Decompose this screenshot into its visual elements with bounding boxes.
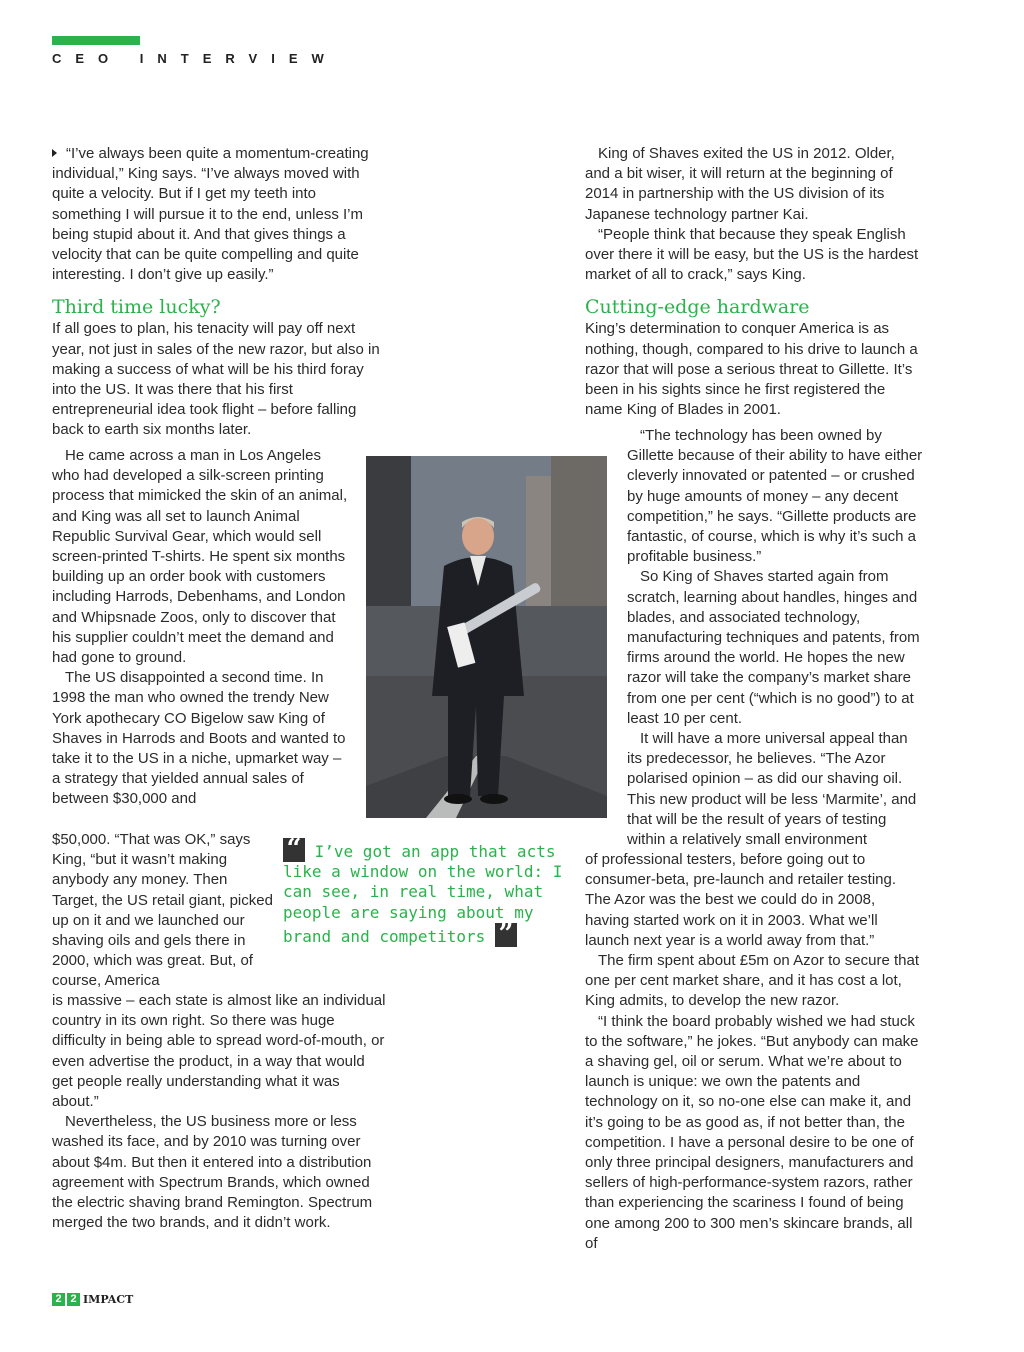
body-paragraph: is massive – each state is almost like an individual country in its own right. So there was huge difficulty in being able to spread word-of-mouth, or even advertise the product, in a way that would get people really understanding what it was about.” [52, 992, 386, 1111]
body-paragraph: “The technology has been owned by Gillette because of their ability to have either cleverly innovated or patented – or crushed by huge amounts of money – any decent competition,” he says. “Gillette products are fantastic, of course, which is why it’s such a profitable business.” [627, 427, 923, 566]
body-paragraph: He came across a man in Los Angeles who had developed a silk-screen printing process that mimicked the skin of an animal, and King was all set to launch Animal Republic Survival Gear, which would sell screen-printed T-shirts. He spent six months building up an order book with customers including Harrods, Debenhams, and London and Whipsnade Zoos, only to discover that his supplier couldn’t meet the demand and had gone to ground. [52, 447, 348, 667]
page-number-digit: 2 [67, 1293, 80, 1306]
continuation-arrow-icon [52, 149, 57, 157]
open-quote-icon: “ [283, 838, 305, 862]
magazine-name: IMPACT [83, 1293, 134, 1306]
pull-quote [283, 834, 573, 949]
right-column-top [585, 144, 923, 420]
left-column-beside-photo [52, 446, 350, 810]
section-accent-bar [52, 36, 140, 45]
body-paragraph: $50,000. “That was OK,” says King, “but it wasn’t making anybody any money. Then Target, the US retail giant, picked up on it and we launched our shaving oils and gels there in 2000, which was great. But, of course, America [52, 831, 273, 990]
heading-third-time-lucky: Third time lucky? [52, 296, 221, 319]
body-paragraph: It will have a more universal appeal than its predecessor, he believes. “The Azor polarised opinion – as did our shaving oil. This new product will be less ‘Marmite’, and that will be the result of years of testing within a relatively small environment [627, 730, 917, 849]
body-paragraph: If all goes to plan, his tenacity will pay off next year, not just in sales of the new razor, but also in making a success of what will be his third foray into the US. It was there that his first entrepreneurial idea took flight – before falling back to earth six months later. [52, 320, 380, 439]
body-paragraph: Nevertheless, the US business more or less washed its face, and by 2010 was turning over about $4m. But then it entered into a distribution agreement with Spectrum Brands, which owned the electric shaving brand Remington. Spectrum merged the two brands, and it didn’t work. [52, 1113, 373, 1232]
photo-illustration [366, 456, 607, 818]
section-label: CEO INTERVIEW [52, 51, 338, 66]
pull-quote-text: I’ve got an app that acts like a window on the world: I can see, in real time, what people are saying about my brand and competitors [283, 842, 563, 946]
body-paragraph: of professional testers, before going out to consumer-beta, pre-launch and retailer testing. The Azor was the best we could do in 2008, having started work on it in 2003. What we’ll launch next year is a world away from that.” [585, 851, 897, 949]
page-footer [52, 1293, 133, 1306]
intro-paragraph: “I’ve always been quite a momentum-creating individual,” King says. “I’ve always moved with quite a velocity. But if I get my teeth into something I will pursue it to the end, unless I’m being stupid about it. And that gives things a velocity that can be quite compelling and quite interesting. I don’t give up easily.” [52, 145, 369, 284]
body-paragraph: The US disappointed a second time. In 1998 the man who owned the trendy New York apothecary CO Bigelow saw King of Shaves in Harrods and Boots and wanted to take it to the US in a niche, upmarket way – a strategy that yielded annual sales of between $30,000 and [52, 669, 346, 808]
body-paragraph: King’s determination to conquer America is as nothing, though, compared to his drive to launch a razor that will pose a serious threat to Gillette. It’s been in his sights since he first registered the name King of Blades in 2001. [585, 320, 918, 419]
close-quote-icon: ” [495, 923, 517, 947]
heading-cutting-edge-hardware: Cutting-edge hardware [585, 296, 810, 319]
body-paragraph: So King of Shaves started again from scratch, learning about handles, hinges and blades, and associated technology, manufacturing techniques and patents, from firms around the world. He hopes the new razor will take the company’s market share from one per cent (“which is no good”) to at least 10 per cent. [627, 568, 920, 727]
left-column-bottom [52, 991, 387, 1233]
right-column-beside-photo [627, 426, 923, 850]
body-paragraph: “I think the board probably wished we had stuck to the software,” he jokes. “But anybody can make a shaving gel, oil or serum. What we’re about to launch is unique: we own the patents and technology on it, so no-one else can make it, and it’s going to be as good as, if not better than, the competition. I have a personal desire to be one of only three principal designers, manufacturers and sellers of high-performance-system razors, rather than experiencing the scariness I found of being one among 200 to 300 men’s skincare brands, all of [585, 1012, 919, 1252]
left-column-top [52, 144, 387, 441]
left-column-beside-quote [52, 830, 274, 992]
body-paragraph: King of Shaves exited the US in 2012. Older, and a bit wiser, it will return at the beginning of 2014 in partnership with the US division of its Japanese technology partner Kai. [585, 145, 895, 223]
page-number-digit: 2 [52, 1293, 65, 1306]
ceo-portrait-photo [366, 456, 607, 818]
right-column-bottom [585, 850, 923, 1254]
body-paragraph: “People think that because they speak English over there it will be easy, but the US is the hardest market of all to crack,” says King. [585, 225, 919, 284]
body-paragraph: The firm spent about £5m on Azor to secure that one per cent market share, and it has cost a lot, King admits, to develop the new razor. [585, 952, 920, 1010]
